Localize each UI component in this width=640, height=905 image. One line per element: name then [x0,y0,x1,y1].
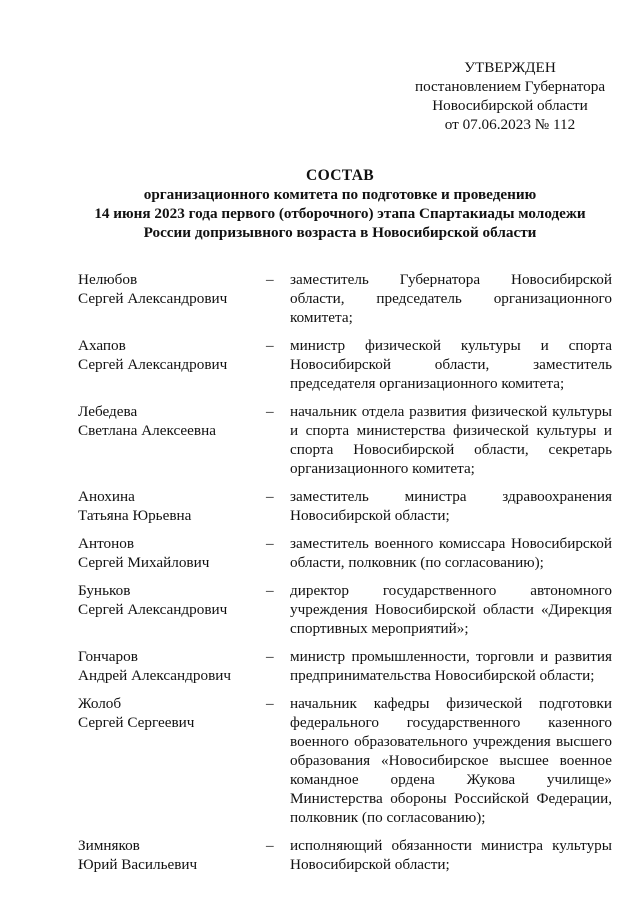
member-given-name: Сергей Александрович [78,356,228,373]
member-surname: Ахапов [78,337,126,354]
member-name [78,694,266,827]
member-role: заместитель министра здравоохранения Новосибирской области; [290,488,612,524]
member-name [78,487,266,525]
member-row [78,270,610,327]
member-row [78,694,610,827]
approval-block [390,58,630,134]
member-name [78,581,266,638]
heading-line-2: 14 июня 2023 года первого (отборочного) этапа Спартакиады молодежи [94,205,586,222]
member-role: заместитель военного комиссара Новосибирской области, полковник (по согласованию); [290,535,612,571]
member-role: исполняющий обязанности министра культуры Новосибирской области; [290,837,612,873]
member-given-name: Сергей Сергеевич [78,714,195,731]
member-row [78,581,610,638]
member-role: заместитель Губернатора Новосибирской области, председатель организационного комитета; [290,271,612,326]
member-dash: – [266,403,274,420]
members-list [78,270,610,883]
member-surname: Нелюбов [78,271,138,288]
member-name [78,402,266,478]
document-title: СОСТАВ [306,167,374,184]
member-dash: – [266,648,274,665]
approval-by: постановлением Губернатора [414,78,606,95]
member-role: министр промышленности, торговли и развития предпринимательства Новосибирской области; [290,648,612,684]
member-row [78,647,610,685]
member-dash: – [266,535,274,552]
member-given-name: Сергей Михайлович [78,554,210,571]
member-role: директор государственного автономного учреждения Новосибирской области «Дирекция спортивных мероприятий»; [290,582,612,637]
member-name [78,836,266,874]
approval-region: Новосибирской области [432,97,588,114]
member-name [78,336,266,393]
member-given-name: Татьяна Юрьевна [78,507,192,524]
member-name [78,270,266,327]
member-surname: Буньков [78,582,131,599]
member-surname: Гончаров [78,648,138,665]
member-dash: – [266,837,274,854]
member-row [78,836,610,874]
member-row [78,534,610,572]
member-given-name: Сергей Александрович [78,290,228,307]
member-name [78,647,266,685]
member-name [78,534,266,572]
member-role: министр физической культуры и спорта Новосибирской области, заместитель председателя организационного комитета; [290,337,612,392]
member-given-name: Андрей Александрович [78,667,232,684]
member-dash: – [266,271,274,288]
member-given-name: Юрий Васильевич [78,856,198,873]
member-surname: Лебедева [78,403,138,420]
member-role: начальник кафедры физической подготовки федерального государственного казенного военного образовательного учреждения высшего образования «Новосибирское высшее военное командное ордена Жукова училище» Министерства обороны Российской Федерации, полковник (по согласованию); [290,695,612,826]
member-surname: Жолоб [78,695,122,712]
member-row [78,402,610,478]
member-given-name: Светлана Алексеевна [78,422,216,439]
document-heading [60,166,620,242]
member-surname: Анохина [78,488,135,505]
approval-status: УТВЕРЖДЕН [464,59,556,76]
approval-date-number: от 07.06.2023 № 112 [444,116,576,133]
heading-line-3: России допризывного возраста в Новосибирской области [143,224,537,241]
member-row [78,487,610,525]
member-surname: Антонов [78,535,135,552]
member-surname: Зимняков [78,837,140,854]
member-dash: – [266,488,274,505]
member-role: начальник отдела развития физической культуры и спорта министерства физической культуры и спорта Новосибирской области, секретарь организационного комитета; [290,403,612,477]
heading-line-1: организационного комитета по подготовке и проведению [143,186,537,203]
member-given-name: Сергей Александрович [78,601,228,618]
member-dash: – [266,582,274,599]
member-dash: – [266,695,274,712]
member-row [78,336,610,393]
member-dash: – [266,337,274,354]
